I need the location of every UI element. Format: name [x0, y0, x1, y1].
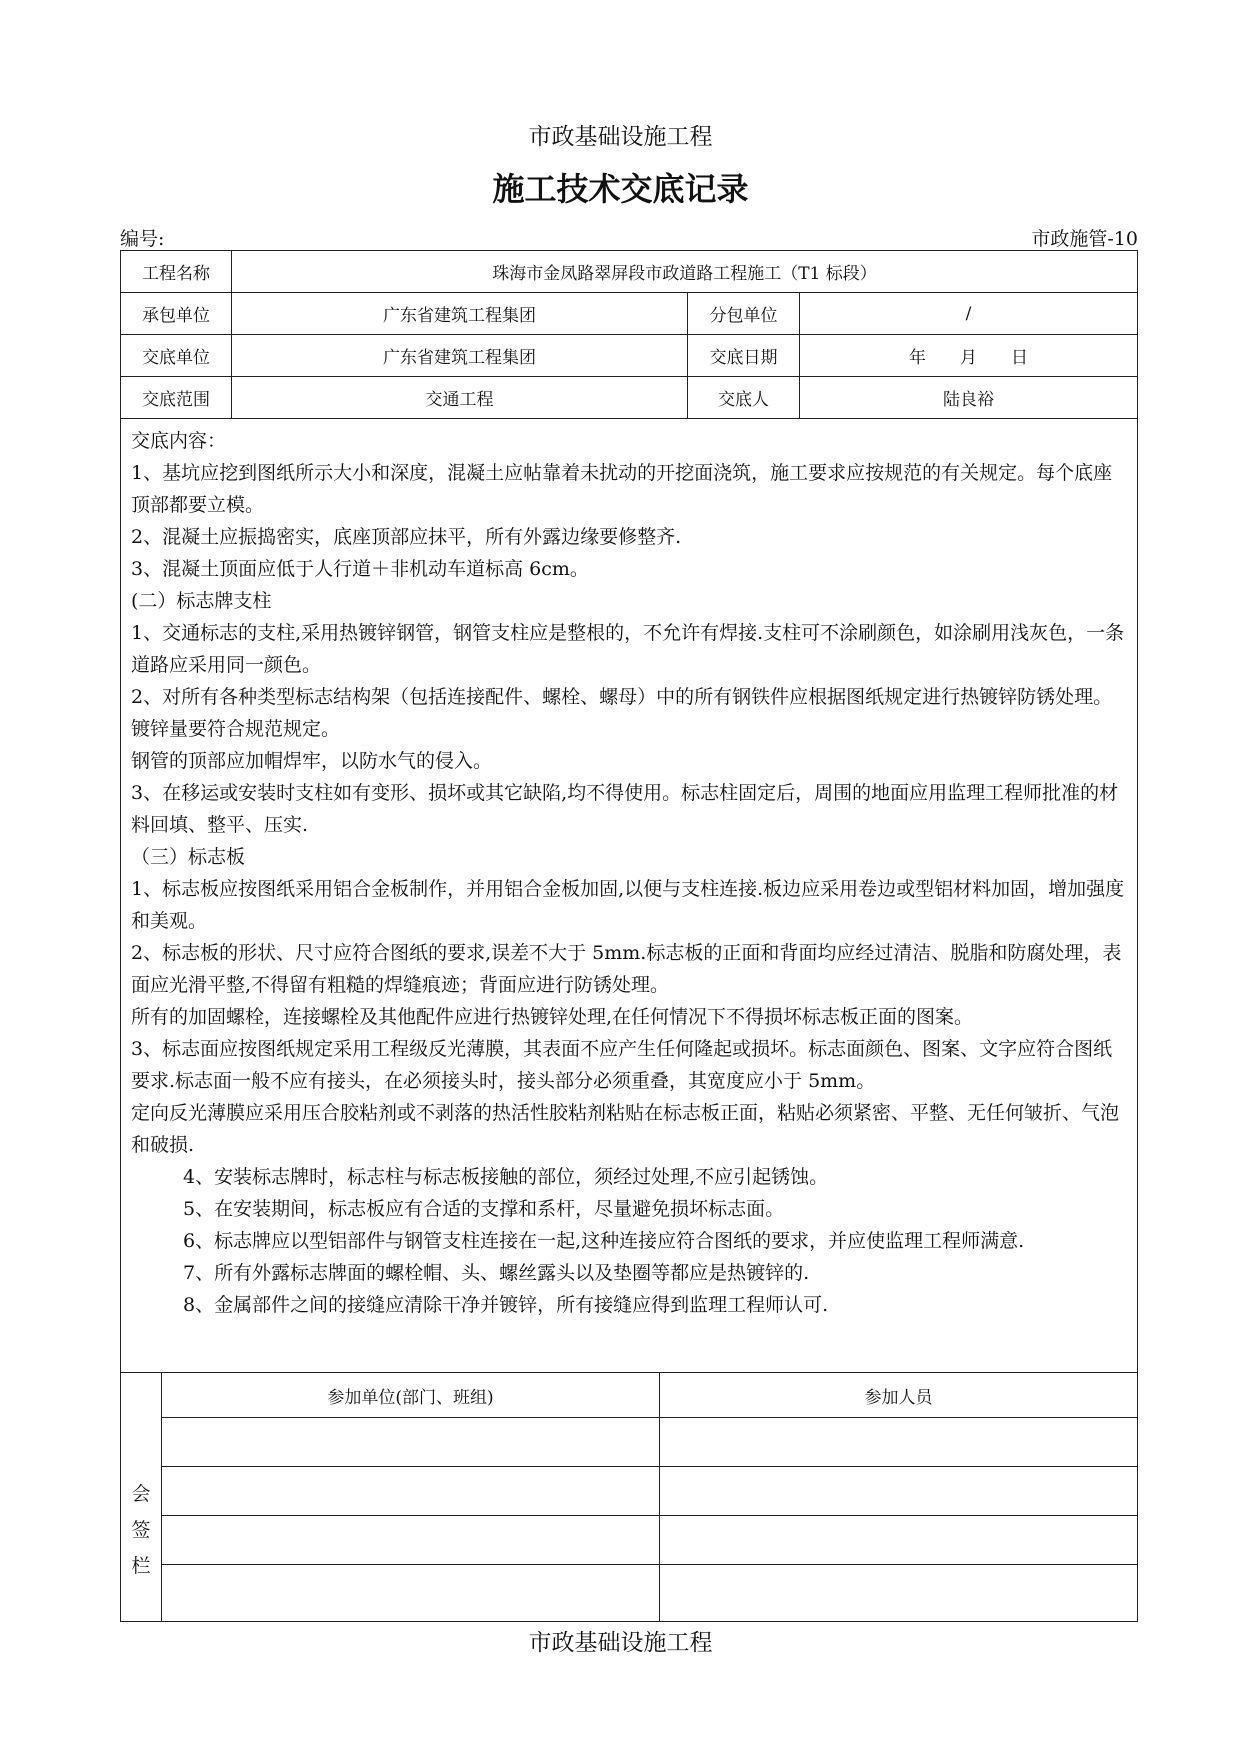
signoff-row [162, 1467, 1137, 1516]
content-paragraph: 钢管的顶部应加帽焊牢，以防水气的侵入。 [131, 750, 493, 772]
signoff-row [162, 1418, 1137, 1467]
participating-unit-cell[interactable] [162, 1467, 660, 1515]
content-section-heading: （三）标志板 [131, 846, 246, 868]
participating-unit-cell[interactable] [162, 1565, 660, 1621]
participating-unit-cell[interactable] [162, 1418, 660, 1466]
content-paragraph: 7、所有外露标志牌面的螺栓帽、头、螺丝露头以及垫圈等都应是热镀锌的. [183, 1262, 810, 1284]
briefing-unit-value: 广东省建筑工程集团 [232, 335, 688, 376]
briefing-date-label: 交底日期 [688, 335, 800, 376]
briefing-unit-row [121, 335, 1137, 377]
signoff-header-row [162, 1373, 1137, 1418]
signoff-label [121, 1373, 162, 1621]
content-paragraph: 1、标志板应按图纸采用铝合金板制作，并用铝合金板加固,以便与支柱连接.板边应采用卷边或型铝材料加固，增加强度和美观。 [131, 878, 1125, 932]
project-name-row [121, 251, 1137, 293]
scope-value: 交通工程 [232, 377, 688, 418]
subcontractor-label: 分包单位 [688, 293, 800, 334]
content-paragraph: 4、安装标志牌时，标志柱与标志板接触的部位，须经过处理,不应引起锈蚀。 [183, 1166, 829, 1188]
briefing-content [121, 419, 1137, 1373]
content-paragraph: 6、标志牌应以型铝部件与钢管支柱连接在一起,这种连接应符合图纸的要求，并应使监理工程师满意. [183, 1230, 1025, 1252]
content-paragraph: 3、在移运或安装时支柱如有变形、损坏或其它缺陷,均不得使用。标志柱固定后，周围的地面应用监理工程师批准的材料回填、整平、压实. [131, 782, 1119, 836]
participants-cell[interactable] [660, 1467, 1137, 1515]
subcontractor-value: / [965, 303, 972, 324]
document-title: 施工技术交底记录 [492, 170, 749, 208]
form-code: 市政施管-10 [1031, 228, 1138, 250]
participants-cell[interactable] [660, 1516, 1137, 1564]
page-footer: 市政基础设施工程 [528, 1630, 713, 1656]
briefer-value: 陆良裕 [943, 390, 994, 410]
content-paragraph: 2、标志板的形状、尺寸应符合图纸的要求,误差不大于 5mm.标志板的正面和背面均应经过清洁、脱脂和防腐处理，表面应光滑平整,不得留有粗糙的焊缝痕迹；背面应进行防锈处理。 [131, 942, 1122, 996]
contractor-label: 承包单位 [121, 293, 232, 334]
contractor-value: 广东省建筑工程集团 [232, 293, 688, 334]
participating-unit-cell[interactable] [162, 1516, 660, 1564]
content-paragraph: 2、混凝土应振捣密实，底座顶部应抹平，所有外露边缘要修整齐. [131, 526, 682, 548]
document-supertitle: 市政基础设施工程 [528, 124, 713, 150]
record-number-label: 编号: [120, 228, 165, 250]
content-paragraph: 所有的加固螺栓，连接螺栓及其他配件应进行热镀锌处理,在任何情况下不得损坏标志板正面的图案。 [131, 1006, 974, 1028]
briefing-unit-label: 交底单位 [121, 335, 232, 376]
content-paragraph: 8、金属部件之间的接缝应清除干净并镀锌，所有接缝应得到监理工程师认可. [183, 1294, 829, 1316]
content-paragraph: 2、对所有各种类型标志结构架（包括连接配件、螺栓、螺母）中的所有钢铁件应根据图纸规定进行热镀锌防锈处理。镀锌量要符合规范规定。 [131, 686, 1113, 740]
participants-cell[interactable] [660, 1418, 1137, 1466]
briefing-date-value: 年 月 日 [909, 348, 1028, 368]
content-heading: 交底内容： [131, 430, 227, 452]
project-name-label: 工程名称 [121, 251, 232, 292]
contractor-row [121, 293, 1137, 335]
scope-row [121, 377, 1137, 419]
content-paragraph: 1、基坑应挖到图纸所示大小和深度，混凝土应帖靠着未扰动的开挖面浇筑，施工要求应按规范的有关规定。每个底座顶部都要立模。 [131, 462, 1113, 516]
participants-cell[interactable] [660, 1565, 1137, 1621]
signoff-row [162, 1516, 1137, 1565]
participating-unit-header: 参加单位(部门、班组) [162, 1373, 660, 1417]
briefer-label: 交底人 [688, 377, 800, 418]
signoff-label-char: 签 [131, 1519, 151, 1541]
signoff-label-char: 栏 [131, 1555, 151, 1577]
project-name-value: 珠海市金凤路翠屏段市政道路工程施工（T1 标段） [492, 264, 877, 284]
scope-label: 交底范围 [121, 377, 232, 418]
content-paragraph: 1、交通标志的支柱,采用热镀锌钢管，钢管支柱应是整根的，不允许有焊接.支柱可不涂刷颜色，如涂刷用浅灰色，一条道路应采用同一颜色。 [131, 622, 1125, 676]
content-paragraph: 3、标志面应按图纸规定采用工程级反光薄膜，其表面不应产生任何隆起或损坏。标志面颜色、图案、文字应符合图纸要求.标志面一般不应有接头，在必须接头时，接头部分必须重叠，其宽度应小于 5mm。 [131, 1038, 1113, 1092]
content-paragraph: 3、混凝土顶面应低于人行道＋非机动车道标高 6cm。 [131, 558, 589, 580]
signoff-section [121, 1373, 1137, 1621]
record-table [120, 250, 1138, 1622]
participants-header: 参加人员 [864, 1387, 933, 1408]
content-section-heading: (二）标志牌支柱 [131, 590, 272, 612]
signoff-grid [162, 1373, 1137, 1621]
content-paragraph: 定向反光薄膜应采用压合胶粘剂或不剥落的热活性胶粘剂粘贴在标志板正面，粘贴必须紧密、平整、无任何皱折、气泡和破损. [131, 1102, 1120, 1156]
content-paragraph: 5、在安装期间，标志板应有合适的支撑和系杆，尽量避免损坏标志面。 [183, 1198, 785, 1220]
signoff-label-char: 会 [131, 1483, 151, 1505]
signoff-row [162, 1565, 1137, 1621]
